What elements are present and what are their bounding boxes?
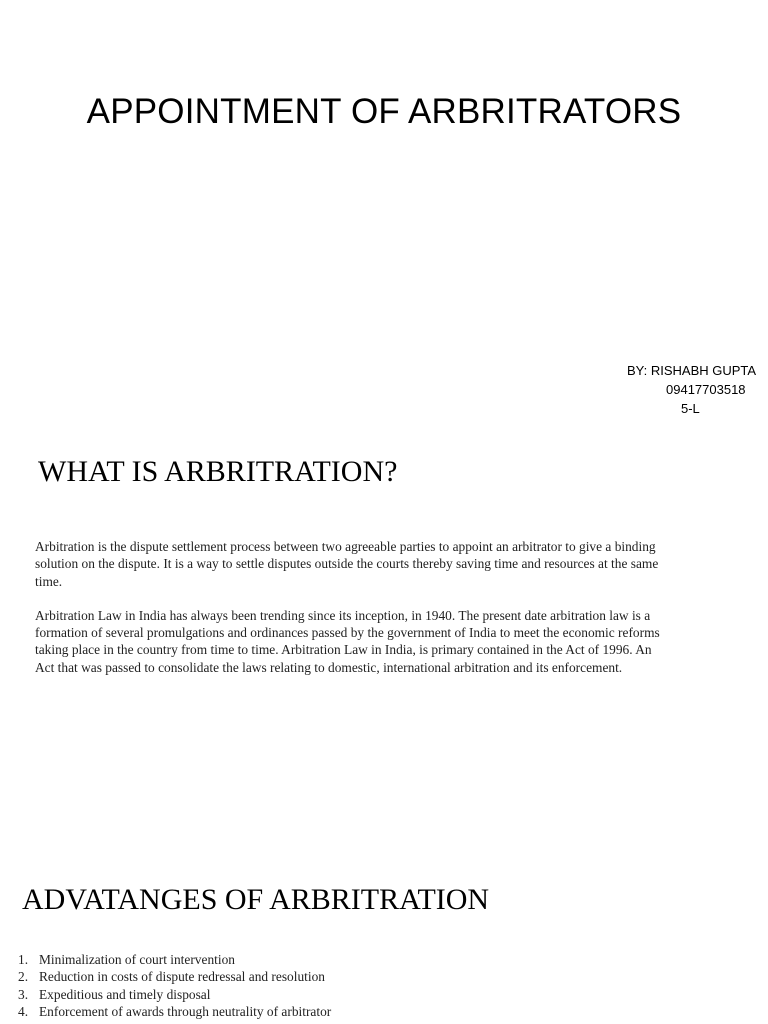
list-text: Reduction in costs of dispute redressal and resolution	[39, 969, 325, 985]
paragraph: Arbitration is the dispute settlement process between two agreeable parties to appoint an arbitrator to give a binding solution on the dispute. It is a way to settle disputes outside the courts thereby saving time and resources at the same time.	[35, 539, 659, 589]
slide-title	[0, 0, 768, 425]
presentation-title: APPOINTMENT OF ARBRITRATORS	[86, 92, 682, 131]
slide-body	[35, 538, 665, 693]
author-info	[627, 361, 756, 418]
list-number: 1.	[18, 952, 29, 967]
slide-heading: ADVATANGES OF ARBRITRATION	[22, 883, 490, 916]
list-item	[18, 951, 331, 968]
list-text: Expeditious and timely disposal	[39, 986, 211, 1002]
slide-heading: WHAT IS ARBRITRATION?	[38, 455, 398, 488]
list-text: Enforcement of awards through neutrality of arbitrator	[39, 1003, 332, 1019]
slide-what-is-arbitration	[0, 425, 768, 850]
list-number: 3.	[18, 986, 29, 1002]
author-section: 5-L	[681, 401, 700, 416]
list-text: Minimalization of court intervention	[39, 952, 235, 967]
paragraph: Arbitration Law in India has always been trending since its inception, in 1940. The present date arbitration law is a formation of several promulgations and ordinances passed by the government of India to meet the economic reforms taking place in the country from time to time. Arbitration Law in India, is primary contained in the Act of 1996. An Act that was passed to consolidate the laws relating to domestic, international arbitration and its enforcement.	[35, 607, 660, 675]
author-name: BY: RISHABH GUPTA	[627, 363, 757, 378]
list-number: 2.	[18, 969, 29, 985]
list-number: 4.	[18, 1003, 29, 1019]
slide-advantages	[0, 850, 768, 1024]
list-item	[18, 1003, 331, 1020]
list-item	[18, 968, 331, 985]
advantages-list	[18, 951, 331, 1020]
list-item	[18, 986, 331, 1003]
author-phone: 09417703518	[666, 382, 746, 397]
